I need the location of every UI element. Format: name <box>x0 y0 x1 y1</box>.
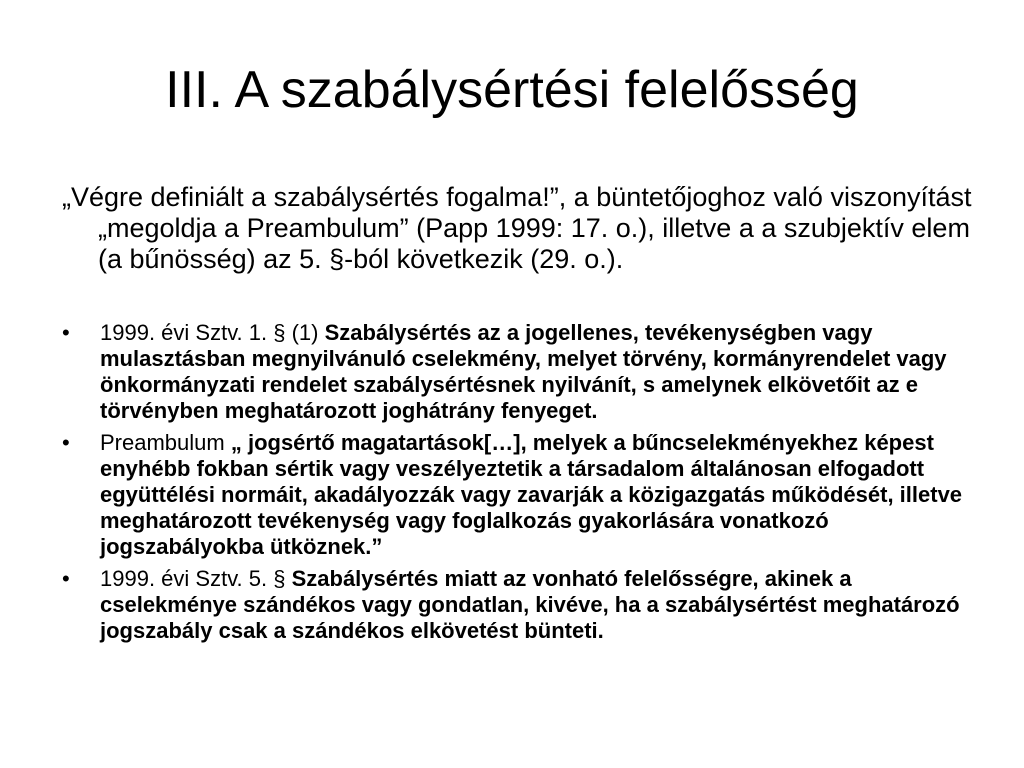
intro-paragraph: „Végre definiált a szabálysértés fogalma!”, a büntetőjoghoz való viszonyítást „megoldja a Preambulum” (Papp 1999: 17. o.), illetve a a szubjektív elem (a bűnösség) az 5. §-ból következik (29. o.). <box>62 182 972 274</box>
bullet-bold-text: Szabálysértés miatt az vonható felelősségre, akinek a cselekménye szándékos vagy gondatlan, kivéve, ha a szabálysértést meghatározó jogszabály csak a szándékos elkövetést bünteti. <box>100 566 960 643</box>
bullet-icon: • <box>62 320 70 345</box>
bullet-item-1 <box>62 320 982 424</box>
bullet-prefix: Preambulum <box>100 430 231 455</box>
bullet-list <box>62 320 982 650</box>
bullet-bold-text: „ jogsértő magatartások[…], melyek a bűncselekményekhez képest enyhébb fokban sértik vagy veszélyeztetik a társadalom általánosan elfogadott együttélési normáit, akadályozzák vagy zavarják a közigazgatás működését, illetve meghatározott tevékenység vagy foglalkozás gyakorlására vonatkozó jogszabályokba ütköznek.” <box>100 430 963 559</box>
bullet-prefix: 1999. évi Sztv. 5. § <box>100 566 292 591</box>
bullet-item-3 <box>62 566 982 644</box>
bullet-icon: • <box>62 566 70 591</box>
bullet-item-2 <box>62 430 982 560</box>
bullet-prefix: 1999. évi Sztv. 1. § (1) <box>100 320 325 345</box>
bullet-icon: • <box>62 430 70 455</box>
bullet-bold-text: Szabálysértés az a jogellenes, tevékenységben vagy mulasztásban megnyilvánuló cselekmény, melyet törvény, kormányrendelet vagy önkormányzati rendelet szabálysértésnek nyilvánít, s amelynek elkövetőit az e törvényben meghatározott joghátrány fenyeget. <box>100 320 947 423</box>
slide-title: III. A szabálysértési felelősség <box>165 61 859 119</box>
